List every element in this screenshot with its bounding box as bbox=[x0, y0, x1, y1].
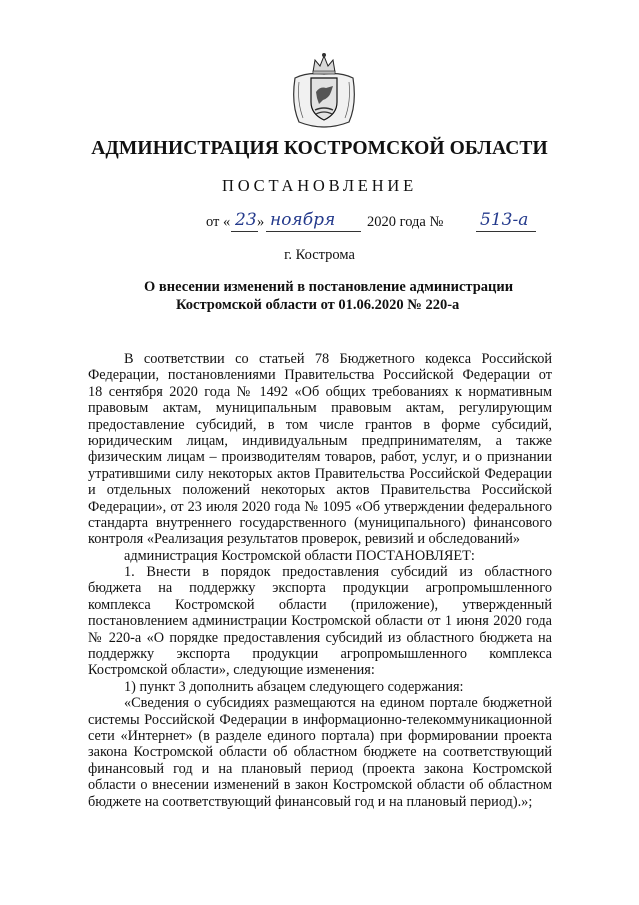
body-line: бюджете на соответствующий финансовый год и на плановый период).»; bbox=[88, 793, 533, 810]
coat-of-arms-icon bbox=[289, 52, 359, 132]
date-close-quote: » bbox=[257, 214, 265, 230]
body-line: постановлением администрации Костромской области от 1 июня 2020 года bbox=[88, 613, 552, 630]
body-line: Костромской области», следующие изменения: bbox=[88, 662, 375, 679]
body-line: предоставление субсидий, в том числе грантов в форме субсидий, bbox=[88, 416, 552, 433]
body-line: системы Российской Федерации в информационно-телекоммуникационной bbox=[88, 711, 552, 728]
body-line: Федерации, постановлениями Правительства Российской Федерации от bbox=[88, 367, 552, 384]
body-line: «Сведения о субсидиях размещаются на едином портале бюджетной bbox=[124, 695, 552, 712]
body-line: контроля «Реализация результатов проверок, ревизий и обследований» bbox=[88, 531, 521, 548]
body-line: области о внесении изменений в закон Костромской области об областном bbox=[88, 777, 552, 794]
body-line: 1. Внести в порядок предоставления субсидий из областного bbox=[124, 564, 552, 581]
month-underline bbox=[266, 231, 361, 232]
date-day-handwritten: 23 bbox=[235, 210, 257, 230]
title-line-2: Костромской области от 01.06.2020 № 220-а bbox=[176, 297, 460, 313]
date-line bbox=[0, 210, 639, 234]
document-body bbox=[88, 351, 552, 810]
city: г. Кострома bbox=[284, 247, 355, 263]
body-line: № 220-а «О порядке предоставления субсидий из областного бюджета на bbox=[88, 629, 552, 646]
body-line: администрация Костромской области ПОСТАНОВЛЯЕТ: bbox=[124, 547, 475, 564]
body-line: сети «Интернет» (в разделе единого портала) при формировании проекта bbox=[88, 727, 552, 744]
body-line: утратившими силу некоторых актов Правительства Российской Федерации bbox=[88, 465, 552, 482]
body-line: Федерации», от 23 июля 2020 года № 1095 «Об утверждении федерального bbox=[88, 498, 552, 515]
body-line: финансовый год и на плановый период (проекта закона Костромской bbox=[88, 760, 552, 777]
date-prefix: от « bbox=[206, 214, 231, 230]
body-line: физическим лицам – производителям товаров, работ, услуг, и о признании bbox=[88, 449, 552, 466]
body-line: В соответствии со статьей 78 Бюджетного кодекса Российской bbox=[124, 351, 552, 367]
date-month-handwritten: ноября bbox=[270, 210, 336, 230]
body-line: 1) пункт 3 дополнить абзацем следующего содержания: bbox=[124, 678, 464, 695]
day-underline bbox=[231, 231, 258, 232]
body-line: 18 сентября 2020 года № 1492 «Об общих требованиях к нормативным bbox=[88, 383, 552, 400]
document-type: ПОСТАНОВЛЕНИЕ bbox=[222, 176, 417, 195]
body-line: стандарта внутреннего государственного (муниципального) финансового bbox=[88, 514, 552, 531]
body-line: поддержку экспорта продукции агропромышленного комплекса bbox=[88, 646, 552, 663]
body-line: бюджета на поддержку экспорта продукции агропромышленного bbox=[88, 580, 552, 597]
title-line-1: О внесении изменений в постановление администрации bbox=[144, 279, 514, 295]
body-line: закона Костромской области об областном бюджете на соответствующий bbox=[88, 744, 552, 761]
body-line: правовым актам, муниципальным правовым актам, регулирующим bbox=[88, 400, 552, 417]
date-year: 2020 года № bbox=[367, 214, 444, 230]
agency-name: АДМИНИСТРАЦИЯ КОСТРОМСКОЙ ОБЛАСТИ bbox=[91, 138, 548, 159]
body-line: комплекса Костромской области (приложение), утвержденный bbox=[88, 596, 552, 613]
body-line: юридическим лицам, индивидуальным предпринимателям, а также bbox=[88, 432, 552, 449]
number-underline bbox=[476, 231, 536, 232]
body-line: и отдельных положений некоторых актов Правительства Российской bbox=[88, 482, 552, 499]
document-number-handwritten: 513-а bbox=[480, 210, 529, 230]
